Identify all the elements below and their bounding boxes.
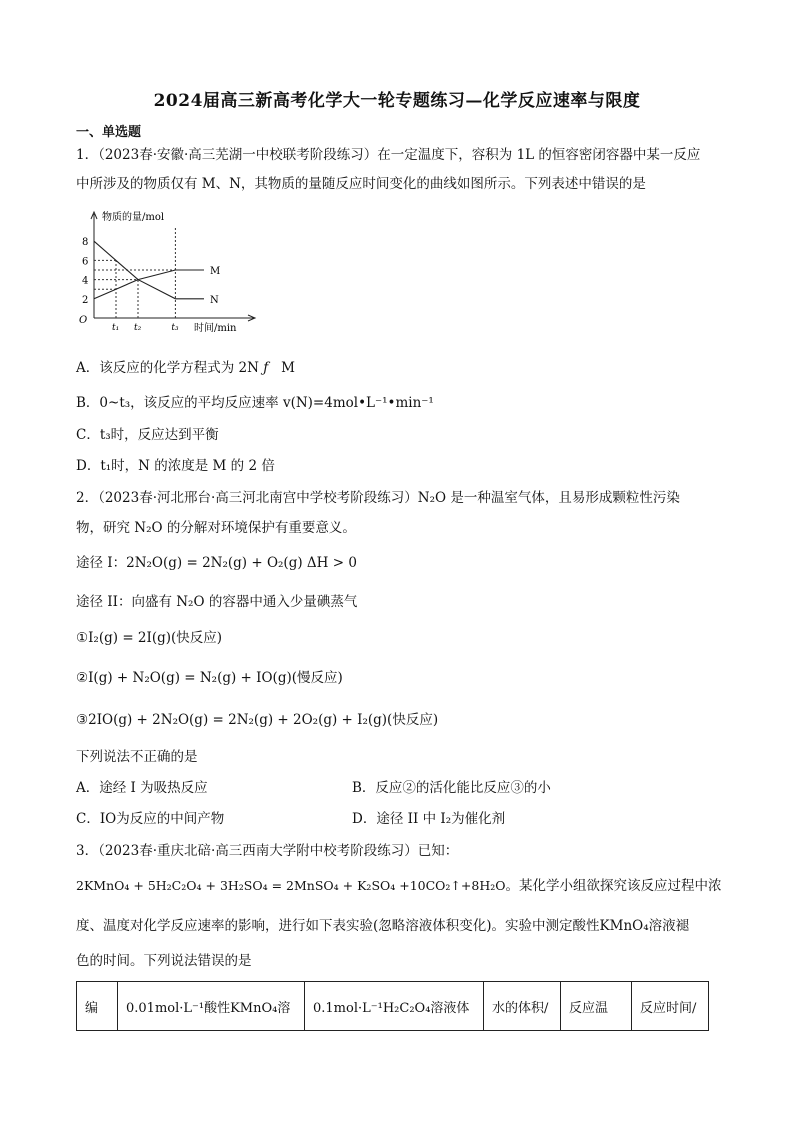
q3-stem-line3: 度、温度对化学反应速率的影响，进行如下表实验(忽略溶液体积变化)。实验中测定酸性KMnO₄溶液褪: [76, 918, 690, 934]
series-label-M: M: [210, 266, 221, 277]
y-tick-label: 2: [82, 294, 89, 306]
q2-stem-line1: 2．（2023春·河北邢台·高三河北南宫中学校考阶段练习）N₂O 是一种温室气体，且易形成颗粒性污染: [76, 490, 680, 506]
table-row: [77, 982, 709, 1031]
series-line-M: [94, 270, 204, 299]
q1-option-c: C．t₃时，反应达到平衡: [76, 427, 219, 443]
y-tick-label: 8: [82, 237, 89, 249]
q2-option-b: B．反应②的活化能比反应③的小: [352, 780, 551, 796]
table-header-cell: 0.1mol·L⁻¹H₂C₂O₄溶液体: [305, 982, 484, 1031]
q3-equation-line: [76, 876, 722, 896]
table-header-cell: 反应时间/: [632, 982, 709, 1031]
x-tick-label: t₁: [112, 323, 120, 333]
q1-stem-line1: 1．（2023春·安徽·高三芜湖一中校联考阶段练习）在一定温度下，容积为 1L 的恒容密闭容器中某一反应: [76, 147, 701, 163]
table-header-cell: 0.01mol·L⁻¹酸性KMnO₄溶: [118, 982, 305, 1031]
table-header-cell: 水的体积/: [484, 982, 561, 1031]
table-header-cell: 编: [77, 982, 118, 1031]
y-tick-label: 6: [82, 256, 89, 268]
q1-stem-line2: 中所涉及的物质仅有 M、N，其物质的量随反应时间变化的曲线如图所示。下列表述中错误的是: [76, 176, 646, 192]
y-tick-label: 4: [82, 275, 89, 287]
q2-ask: 下列说法不正确的是: [76, 749, 198, 765]
x-axis-label: 时间/min: [194, 323, 237, 334]
q1-option-a-text: A．该反应的化学方程式为 2N: [76, 360, 259, 376]
series-label-N: N: [210, 294, 219, 306]
q1-option-a-tail: M: [281, 360, 295, 376]
q2-step1: ①I₂(g) = 2I(g)(快反应): [76, 630, 223, 646]
section-heading: 一、单选题: [76, 125, 142, 140]
q3-stem-line1: 3．（2023春·重庆北碚·高三西南大学附中校考阶段练习）已知：: [76, 843, 459, 859]
q3-table: [76, 981, 709, 1031]
q1-option-a: [76, 358, 295, 378]
q2-option-a: A．途经 I 为吸热反应: [76, 780, 208, 796]
q1-option-d: D．t₁时，N 的浓度是 M 的 2 倍: [76, 458, 275, 474]
q2-stem-line2: 物，研究 N₂O 的分解对环境保护有重要意义。: [76, 520, 356, 536]
q2-option-d: D．途径 II 中 I₂为催化剂: [352, 811, 506, 827]
table-header-cell: 反应温: [561, 982, 632, 1031]
page-title: 2024届高三新高考化学大一轮专题练习—化学反应速率与限度: [153, 91, 641, 111]
x-tick-label: t₂: [134, 323, 142, 333]
q2-path2: 途径 II：向盛有 N₂O 的容器中通入少量碘蒸气: [76, 594, 358, 610]
q3-stem-tail: 。某化学小组欲探究该反应过程中浓: [505, 878, 722, 894]
q1-option-b: B．0~t₃，该反应的平均反应速率 v(N)=4mol•L⁻¹•min⁻¹: [76, 395, 434, 411]
q3-stem-line4: 色的时间。下列说法错误的是: [76, 953, 252, 969]
q2-option-c: C．IO为反应的中间产物: [76, 811, 225, 827]
q1-option-a-symbol: ƒ: [263, 360, 269, 376]
origin-label: O: [79, 315, 88, 326]
q2-step3: ③2IO(g) + 2N₂O(g) = 2N₂(g) + 2O₂(g) + I₂(g)(快反应): [76, 712, 439, 728]
q1-chart: [76, 206, 266, 336]
q3-equation: 2KMnO₄ + 5H₂C₂O₄ + 3H₂SO₄ = 2MnSO₄ + K₂SO₄ +10CO₂↑+8H₂O: [76, 878, 506, 893]
x-tick-label: t₃: [171, 323, 179, 333]
q2-path1: 途径 I：2N₂O(g) = 2N₂(g) + O₂(g) ΔH > 0: [76, 555, 357, 571]
q2-step2: ②I(g) + N₂O(g) = N₂(g) + IO(g)(慢反应): [76, 670, 343, 686]
y-axis-label: 物质的量/mol: [102, 212, 165, 223]
